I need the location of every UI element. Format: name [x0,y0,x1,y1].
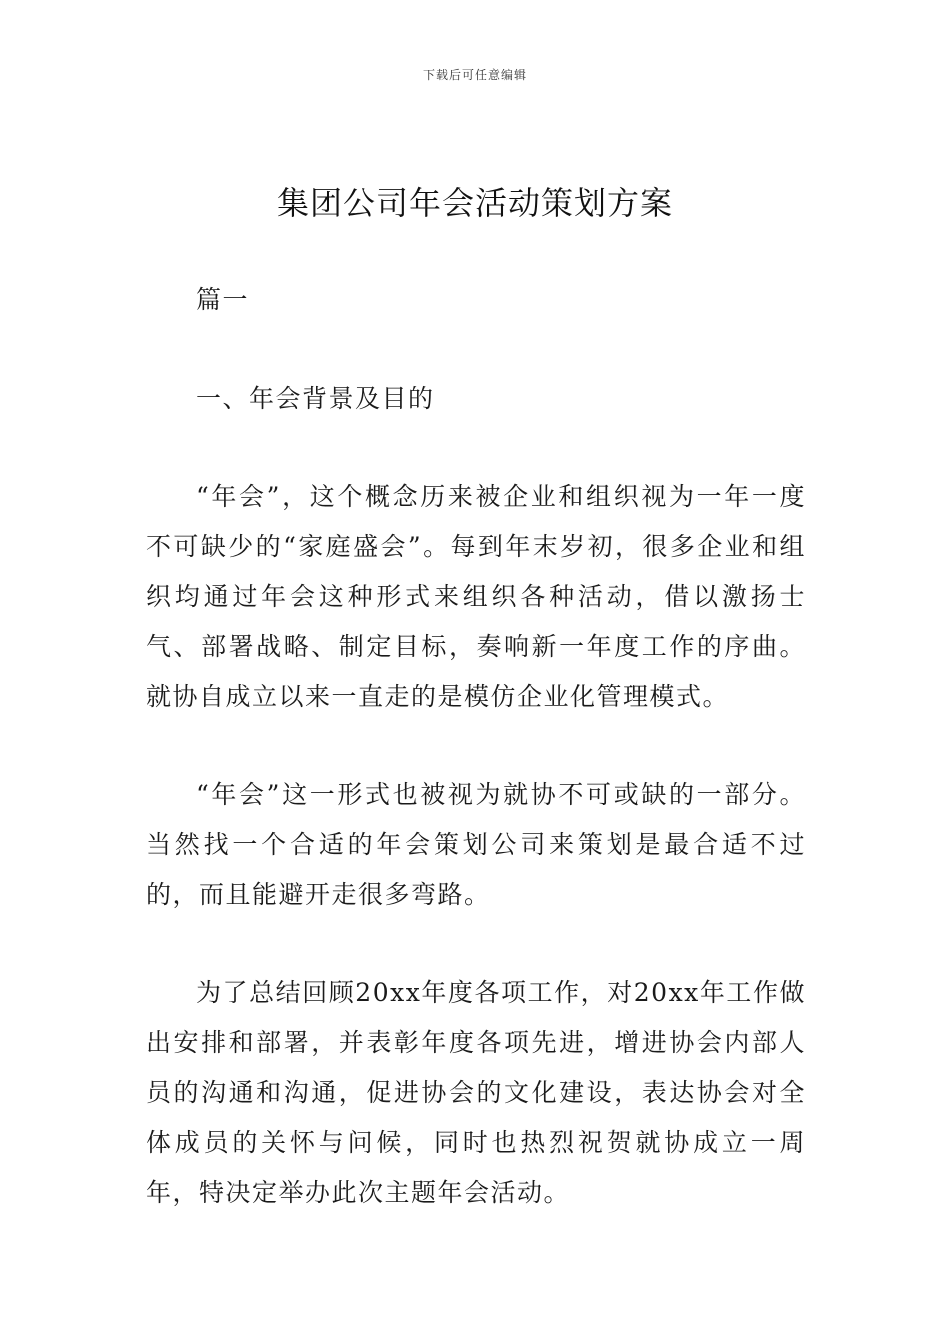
paragraph: “年会”，这个概念历来被企业和组织视为一年一度不可缺少的“家庭盛会”。每到年末岁初，很多企业和组织均通过年会这种形式来组织各种活动，借以激扬士气、部署战略、制定目标，奏响新一年度工作的序曲。就协自成立以来一直走的是模仿企业化管理模式。 [146,482,806,711]
section-heading: 一、年会背景及目的 [196,384,435,413]
section-label: 篇一 [196,285,250,314]
paragraph-3-block [146,968,806,1218]
document-title: 集团公司年会活动策划方案 [276,184,673,222]
paragraph: “年会”这一形式也被视为就协不可或缺的一部分。当然找一个合适的年会策划公司来策划是最合适不过的，而且能避开走很多弯路。 [146,780,806,909]
paragraph-2-block [146,770,806,920]
paragraph-1-block [146,472,806,722]
paragraph: 为了总结回顾20xx年度各项工作，对20xx年工作做出安排和部署，并表彰年度各项先进，增进协会内部人员的沟通和沟通，促进协会的文化建设，表达协会对全体成员的关怀与问候，同时也热烈祝贺就协成立一周年，特决定举办此次主题年会活动。 [146,978,806,1207]
header-note: 下载后可任意编辑 [422,68,527,82]
